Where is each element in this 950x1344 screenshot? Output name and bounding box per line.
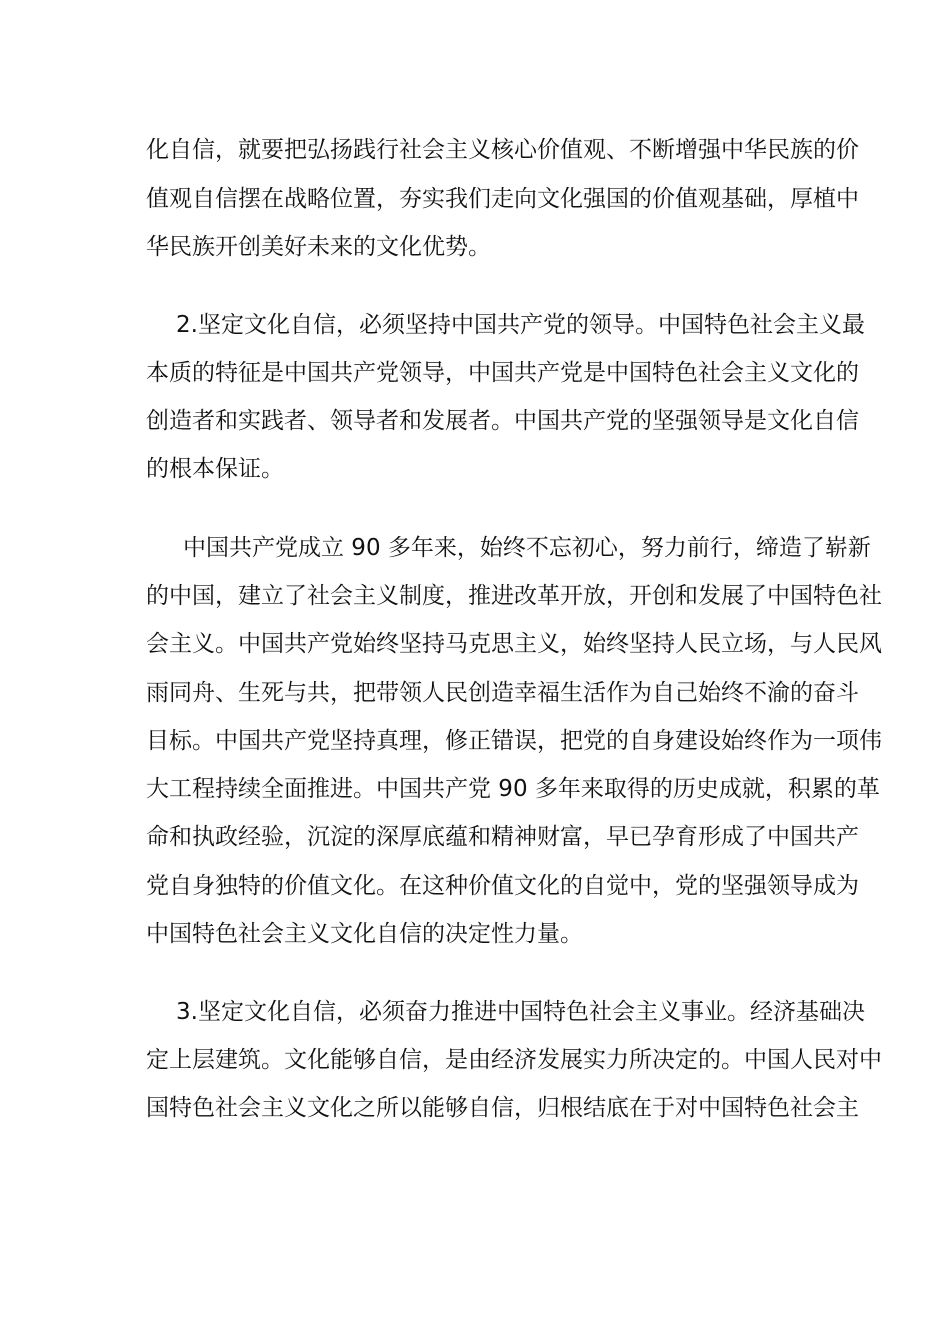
paragraph-1-line-2: 值观自信摆在战略位置，夯实我们走向文化强国的价值观基础，厚植中 xyxy=(146,186,859,212)
paragraph-3-line-3: 会主义。中国共产党始终坚持马克思主义，始终坚持人民立场，与人民风 xyxy=(146,631,882,657)
paragraph-2-line-4: 的根本保证。 xyxy=(146,456,284,482)
paragraph-3-line-2: 的中国，建立了社会主义制度，推进改革开放，开创和发展了中国特色社 xyxy=(146,583,882,609)
paragraph-2-line-3: 创造者和实践者、领导者和发展者。中国共产党的坚强领导是文化自信 xyxy=(146,408,859,434)
paragraph-1-line-1: 化自信，就要把弘扬践行社会主义核心价值观、不断增强中华民族的价 xyxy=(146,137,859,163)
paragraph-2-line-2: 本质的特征是中国共产党领导，中国共产党是中国特色社会主义文化的 xyxy=(146,360,859,386)
paragraph-2-line-1: 2.坚定文化自信，必须坚持中国共产党的领导。中国特色社会主义最 xyxy=(176,312,865,338)
paragraph-3-line-4: 雨同舟、生死与共，把带领人民创造幸福生活作为自己始终不渝的奋斗 xyxy=(146,680,859,706)
paragraph-4-line-1: 3.坚定文化自信，必须奋力推进中国特色社会主义事业。经济基础决 xyxy=(176,999,865,1025)
paragraph-3-line-1: 中国共产党成立 90 多年来，始终不忘初心，努力前行，缔造了崭新 xyxy=(183,535,871,561)
paragraph-4-line-2: 定上层建筑。文化能够自信，是由经济发展实力所决定的。中国人民对中 xyxy=(146,1047,882,1073)
paragraph-4-line-3: 国特色社会主义文化之所以能够自信，归根结底在于对中国特色社会主 xyxy=(146,1095,859,1121)
paragraph-3-line-7: 命和执政经验，沉淀的深厚底蕴和精神财富，早已孕育形成了中国共产 xyxy=(146,824,859,850)
paragraph-3-line-6: 大工程持续全面推进。中国共产党 90 多年来取得的历史成就，积累的革 xyxy=(146,776,880,802)
paragraph-3-line-9: 中国特色社会主义文化自信的决定性力量。 xyxy=(146,921,583,947)
paragraph-3-line-8: 党自身独特的价值文化。在这种价值文化的自觉中，党的坚强领导成为 xyxy=(146,873,859,899)
paragraph-3-line-5: 目标。中国共产党坚持真理，修正错误，把党的自身建设始终作为一项伟 xyxy=(146,728,882,754)
paragraph-1-line-3: 华民族开创美好未来的文化优势。 xyxy=(146,234,491,260)
